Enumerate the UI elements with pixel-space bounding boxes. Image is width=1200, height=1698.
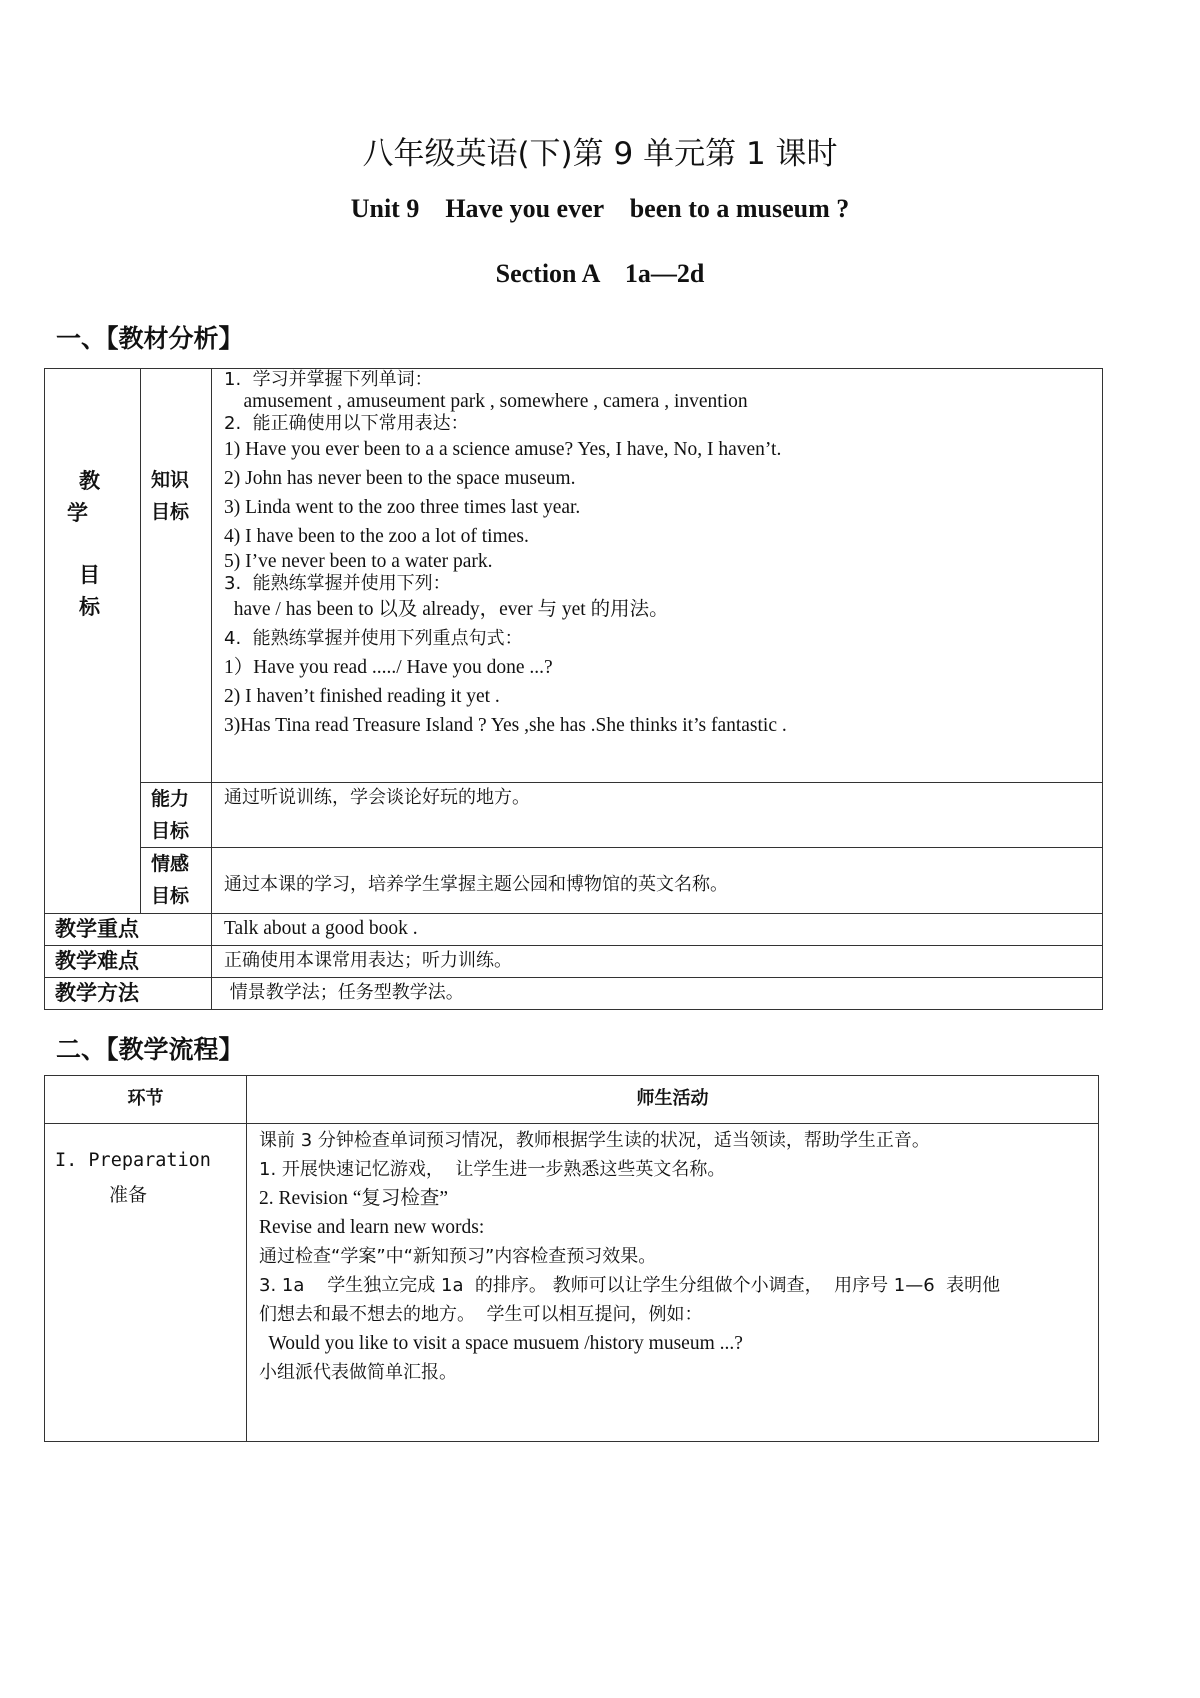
key-point-content: Talk about a good book . — [212, 914, 1103, 946]
section1-heading: 一、【教材分析】 — [56, 324, 244, 353]
section2-heading: 二、【教学流程】 — [56, 1035, 244, 1064]
activity-line: 3. 1a 学生独立完成 1a 的排序。 教师可以让学生分组做个小调查， 用序号 1—6 表明他 — [259, 1275, 1001, 1296]
ability-label-cell: 能力 目标 — [141, 783, 212, 848]
key-point-label: 教学重点 — [45, 914, 212, 946]
stage-header: 环节 — [45, 1076, 247, 1124]
activity-cell — [247, 1124, 1099, 1442]
section-title: Section A 1a—2d — [495, 259, 705, 288]
knowledge-line: 4. 能熟练掌握并使用下列重点句式： — [224, 628, 523, 649]
activity-line: 课前 3 分钟检查单词预习情况，教师根据学生读的状况，适当领读，帮助学生正音。 — [259, 1130, 930, 1151]
emotion-content: 通过本课的学习，培养学生掌握主题公园和博物馆的英文名称。 — [212, 848, 1103, 914]
activity-line: 1. 开展快速记忆游戏， 让学生进一步熟悉这些英文名称。 — [259, 1159, 726, 1180]
goals-label: 教 学 目 标 — [67, 469, 100, 619]
knowledge-line: 1. 学习并掌握下列单词： — [224, 369, 433, 390]
activity-header: 师生活动 — [247, 1076, 1099, 1124]
stage-cell — [45, 1124, 247, 1442]
knowledge-label-cell: 知识 目标 — [141, 369, 212, 783]
stage-en: I. Preparation — [55, 1150, 211, 1171]
activity-line: Would you like to visit a space musuem /history museum ...? — [259, 1333, 743, 1354]
knowledge-line: 3)Has Tina read Treasure Island ? Yes ,she has .She thinks it’s fantastic . — [224, 715, 787, 736]
knowledge-line: 5) I’ve never been to a water park. — [224, 551, 493, 572]
unit-title: Unit 9 Have you ever been to a museum ? — [350, 194, 850, 223]
knowledge-line: 2) I haven’t finished reading it yet . — [224, 686, 500, 707]
stage-cn: 准备 — [109, 1184, 148, 1206]
page-title: 八年级英语(下)第 9 单元第 1 课时 — [362, 136, 838, 172]
knowledge-line: 2. 能正确使用以下常用表达： — [224, 413, 469, 434]
knowledge-line: 3. 能熟练掌握并使用下列： — [224, 573, 451, 594]
activity-line: 小组派代表做简单汇报。 — [259, 1362, 457, 1383]
knowledge-line: 3) Linda went to the zoo three times last year. — [224, 497, 581, 518]
knowledge-line: 2) John has never been to the space museum. — [224, 468, 576, 489]
analysis-table — [44, 368, 1103, 1010]
process-table — [44, 1075, 1099, 1442]
difficulty-content: 正确使用本课常用表达；听力训练。 — [212, 946, 1103, 978]
activity-line: Revise and learn new words: — [259, 1217, 485, 1238]
goals-label-cell — [45, 369, 141, 914]
activity-line: 们想去和最不想去的地方。 学生可以相互提问，例如： — [259, 1304, 703, 1325]
method-label: 教学方法 — [45, 978, 212, 1010]
emotion-label-cell: 情感 目标 — [141, 848, 212, 914]
ability-content: 通过听说训练，学会谈论好玩的地方。 — [212, 783, 1103, 848]
difficulty-label: 教学难点 — [45, 946, 212, 978]
knowledge-content — [212, 369, 1103, 783]
activity-line: 通过检查“学案”中“新知预习”内容检查预习效果。 — [259, 1246, 657, 1267]
knowledge-line: 1) Have you ever been to a a science amuse? Yes, I have, No, I haven’t. — [224, 439, 782, 460]
activity-line: 2. Revision “复习检查” — [259, 1188, 449, 1209]
knowledge-line: have / has been to 以及 already，ever 与 yet 的用法。 — [224, 599, 669, 620]
knowledge-line: 4) I have been to the zoo a lot of times. — [224, 526, 529, 547]
knowledge-line: amusement , amuseument park , somewhere , camera , invention — [224, 391, 748, 412]
knowledge-line: 1）Have you read ...../ Have you done ...? — [224, 657, 553, 678]
method-content: 情景教学法；任务型教学法。 — [212, 978, 1103, 1010]
